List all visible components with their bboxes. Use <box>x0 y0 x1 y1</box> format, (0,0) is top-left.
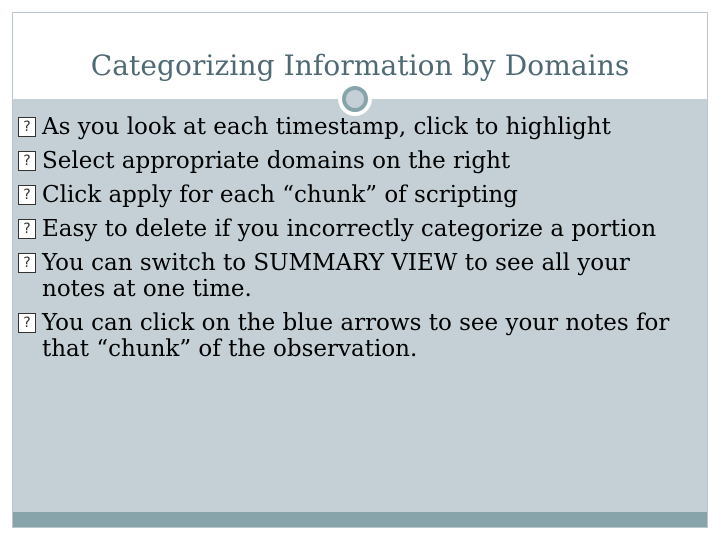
bullet-item <box>18 182 698 208</box>
divider-ring-icon <box>338 82 372 116</box>
bullet-list <box>18 114 698 370</box>
bullet-text: Select appropriate domains on the right <box>42 148 511 174</box>
missing-glyph-icon <box>18 117 36 137</box>
bullet-item <box>18 216 698 242</box>
missing-glyph-icon <box>18 185 36 205</box>
missing-glyph-icon <box>18 219 36 239</box>
bullet-item <box>18 250 698 302</box>
missing-glyph-icon <box>18 253 36 273</box>
bullet-text: As you look at each timestamp, click to highlight <box>42 114 611 140</box>
bullet-text: Click apply for each “chunk” of scripting <box>42 182 518 208</box>
bullet-item <box>18 114 698 140</box>
slide-title: Categorizing Information by Domains <box>90 49 630 82</box>
ring-inner <box>342 86 368 112</box>
missing-glyph-icon <box>18 313 36 333</box>
bullet-item <box>18 310 698 362</box>
missing-glyph-icon <box>18 151 36 171</box>
bullet-item <box>18 148 698 174</box>
bullet-text: You can switch to SUMMARY VIEW to see all your notes at one time. <box>42 250 630 302</box>
footer-bar <box>13 512 707 527</box>
bullet-text: Easy to delete if you incorrectly categorize a portion <box>42 216 657 242</box>
bullet-text: You can click on the blue arrows to see your notes for that “chunk” of the observation. <box>42 310 670 362</box>
